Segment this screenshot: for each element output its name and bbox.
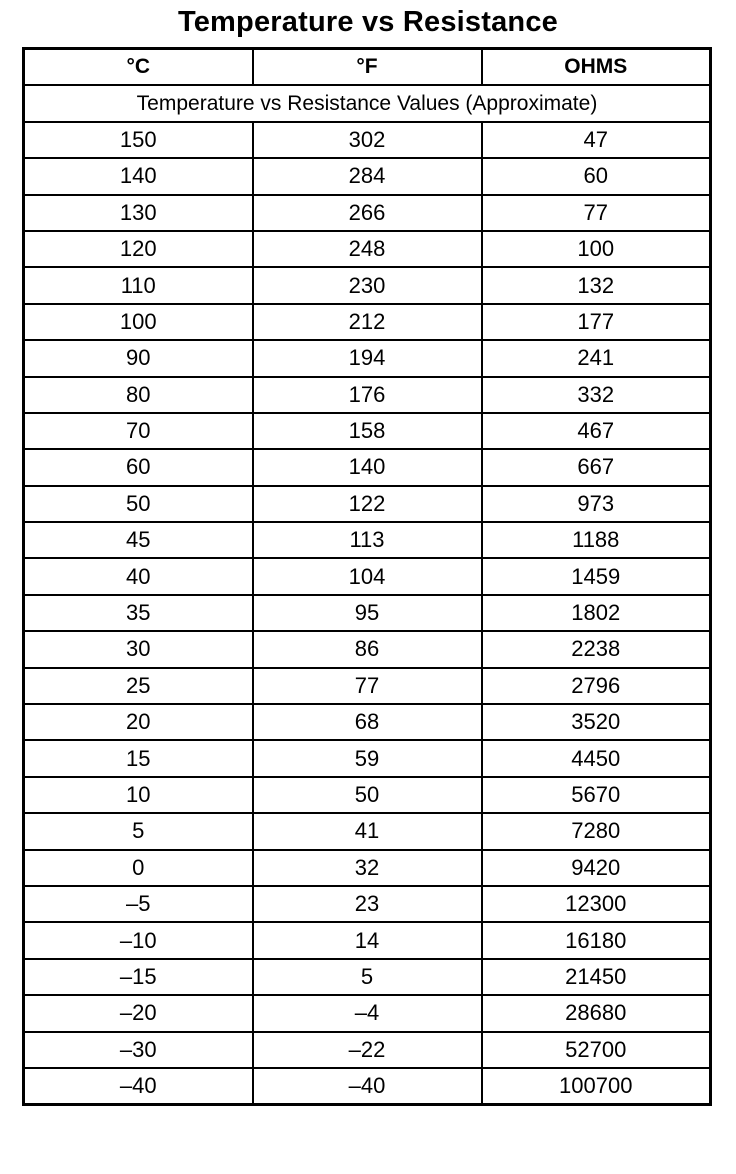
fahrenheit-cell: 50 — [253, 777, 482, 813]
table-row — [24, 158, 711, 194]
table-row — [24, 850, 711, 886]
ohms-cell: 2238 — [482, 631, 711, 667]
table-row — [24, 1032, 711, 1068]
celsius-cell: 60 — [24, 449, 253, 485]
table-row — [24, 922, 711, 958]
celsius-cell: 45 — [24, 522, 253, 558]
ohms-cell: 4450 — [482, 740, 711, 776]
table-row — [24, 704, 711, 740]
fahrenheit-cell: 32 — [253, 850, 482, 886]
fahrenheit-cell: 14 — [253, 922, 482, 958]
table-row — [24, 595, 711, 631]
table-subtitle: Temperature vs Resistance Values (Approximate) — [24, 85, 711, 121]
fahrenheit-cell: 68 — [253, 704, 482, 740]
ohms-cell: 9420 — [482, 850, 711, 886]
celsius-cell: –15 — [24, 959, 253, 995]
ohms-cell: 16180 — [482, 922, 711, 958]
ohms-cell: 667 — [482, 449, 711, 485]
table-row — [24, 413, 711, 449]
fahrenheit-cell: 113 — [253, 522, 482, 558]
header-row — [24, 49, 711, 86]
fahrenheit-cell: –22 — [253, 1032, 482, 1068]
celsius-cell: 15 — [24, 740, 253, 776]
ohms-cell: 1459 — [482, 558, 711, 594]
ohms-cell: 5670 — [482, 777, 711, 813]
celsius-cell: 10 — [24, 777, 253, 813]
fahrenheit-cell: 266 — [253, 195, 482, 231]
ohms-cell: 7280 — [482, 813, 711, 849]
celsius-cell: 25 — [24, 668, 253, 704]
ohms-cell: 21450 — [482, 959, 711, 995]
table-row — [24, 231, 711, 267]
table-body — [24, 85, 711, 1104]
table-row — [24, 1068, 711, 1105]
fahrenheit-cell: 59 — [253, 740, 482, 776]
celsius-cell: –40 — [24, 1068, 253, 1105]
fahrenheit-cell: 77 — [253, 668, 482, 704]
column-header-celsius: °C — [24, 49, 253, 86]
table-row — [24, 959, 711, 995]
ohms-cell: 1188 — [482, 522, 711, 558]
table-row — [24, 486, 711, 522]
ohms-cell: 60 — [482, 158, 711, 194]
table-row — [24, 122, 711, 158]
celsius-cell: 35 — [24, 595, 253, 631]
celsius-cell: 140 — [24, 158, 253, 194]
celsius-cell: 40 — [24, 558, 253, 594]
ohms-cell: 2796 — [482, 668, 711, 704]
ohms-cell: 77 — [482, 195, 711, 231]
celsius-cell: 150 — [24, 122, 253, 158]
fahrenheit-cell: –4 — [253, 995, 482, 1031]
fahrenheit-cell: –40 — [253, 1068, 482, 1105]
table-row — [24, 813, 711, 849]
fahrenheit-cell: 302 — [253, 122, 482, 158]
table-row — [24, 740, 711, 776]
table-row — [24, 995, 711, 1031]
fahrenheit-cell: 104 — [253, 558, 482, 594]
celsius-cell: 110 — [24, 267, 253, 303]
fahrenheit-cell: 86 — [253, 631, 482, 667]
subtitle-row — [24, 85, 711, 121]
fahrenheit-cell: 284 — [253, 158, 482, 194]
fahrenheit-cell: 41 — [253, 813, 482, 849]
ohms-cell: 28680 — [482, 995, 711, 1031]
table-row — [24, 668, 711, 704]
celsius-cell: 90 — [24, 340, 253, 376]
ohms-cell: 332 — [482, 377, 711, 413]
ohms-cell: 467 — [482, 413, 711, 449]
fahrenheit-cell: 95 — [253, 595, 482, 631]
table-row — [24, 522, 711, 558]
celsius-cell: 5 — [24, 813, 253, 849]
celsius-cell: –30 — [24, 1032, 253, 1068]
celsius-cell: 80 — [24, 377, 253, 413]
celsius-cell: –10 — [24, 922, 253, 958]
column-header-fahrenheit: °F — [253, 49, 482, 86]
ohms-cell: 52700 — [482, 1032, 711, 1068]
table-row — [24, 558, 711, 594]
ohms-cell: 973 — [482, 486, 711, 522]
ohms-cell: 100 — [482, 231, 711, 267]
table-row — [24, 304, 711, 340]
fahrenheit-cell: 158 — [253, 413, 482, 449]
table-row — [24, 886, 711, 922]
table-row — [24, 340, 711, 376]
ohms-cell: 1802 — [482, 595, 711, 631]
ohms-cell: 132 — [482, 267, 711, 303]
celsius-cell: 0 — [24, 850, 253, 886]
ohms-cell: 100700 — [482, 1068, 711, 1105]
table-row — [24, 777, 711, 813]
table-row — [24, 267, 711, 303]
table-row — [24, 195, 711, 231]
ohms-cell: 47 — [482, 122, 711, 158]
celsius-cell: 120 — [24, 231, 253, 267]
fahrenheit-cell: 23 — [253, 886, 482, 922]
celsius-cell: 70 — [24, 413, 253, 449]
fahrenheit-cell: 248 — [253, 231, 482, 267]
fahrenheit-cell: 176 — [253, 377, 482, 413]
celsius-cell: 20 — [24, 704, 253, 740]
ohms-cell: 241 — [482, 340, 711, 376]
celsius-cell: 130 — [24, 195, 253, 231]
ohms-cell: 177 — [482, 304, 711, 340]
fahrenheit-cell: 230 — [253, 267, 482, 303]
fahrenheit-cell: 122 — [253, 486, 482, 522]
fahrenheit-cell: 5 — [253, 959, 482, 995]
column-header-ohms: OHMS — [482, 49, 711, 86]
celsius-cell: –5 — [24, 886, 253, 922]
table-row — [24, 449, 711, 485]
ohms-cell: 3520 — [482, 704, 711, 740]
fahrenheit-cell: 194 — [253, 340, 482, 376]
fahrenheit-cell: 212 — [253, 304, 482, 340]
celsius-cell: –20 — [24, 995, 253, 1031]
celsius-cell: 50 — [24, 486, 253, 522]
fahrenheit-cell: 140 — [253, 449, 482, 485]
ohms-cell: 12300 — [482, 886, 711, 922]
celsius-cell: 30 — [24, 631, 253, 667]
table-row — [24, 377, 711, 413]
resistance-table — [22, 47, 712, 1106]
celsius-cell: 100 — [24, 304, 253, 340]
table-row — [24, 631, 711, 667]
page-title: Temperature vs Resistance — [177, 6, 559, 38]
